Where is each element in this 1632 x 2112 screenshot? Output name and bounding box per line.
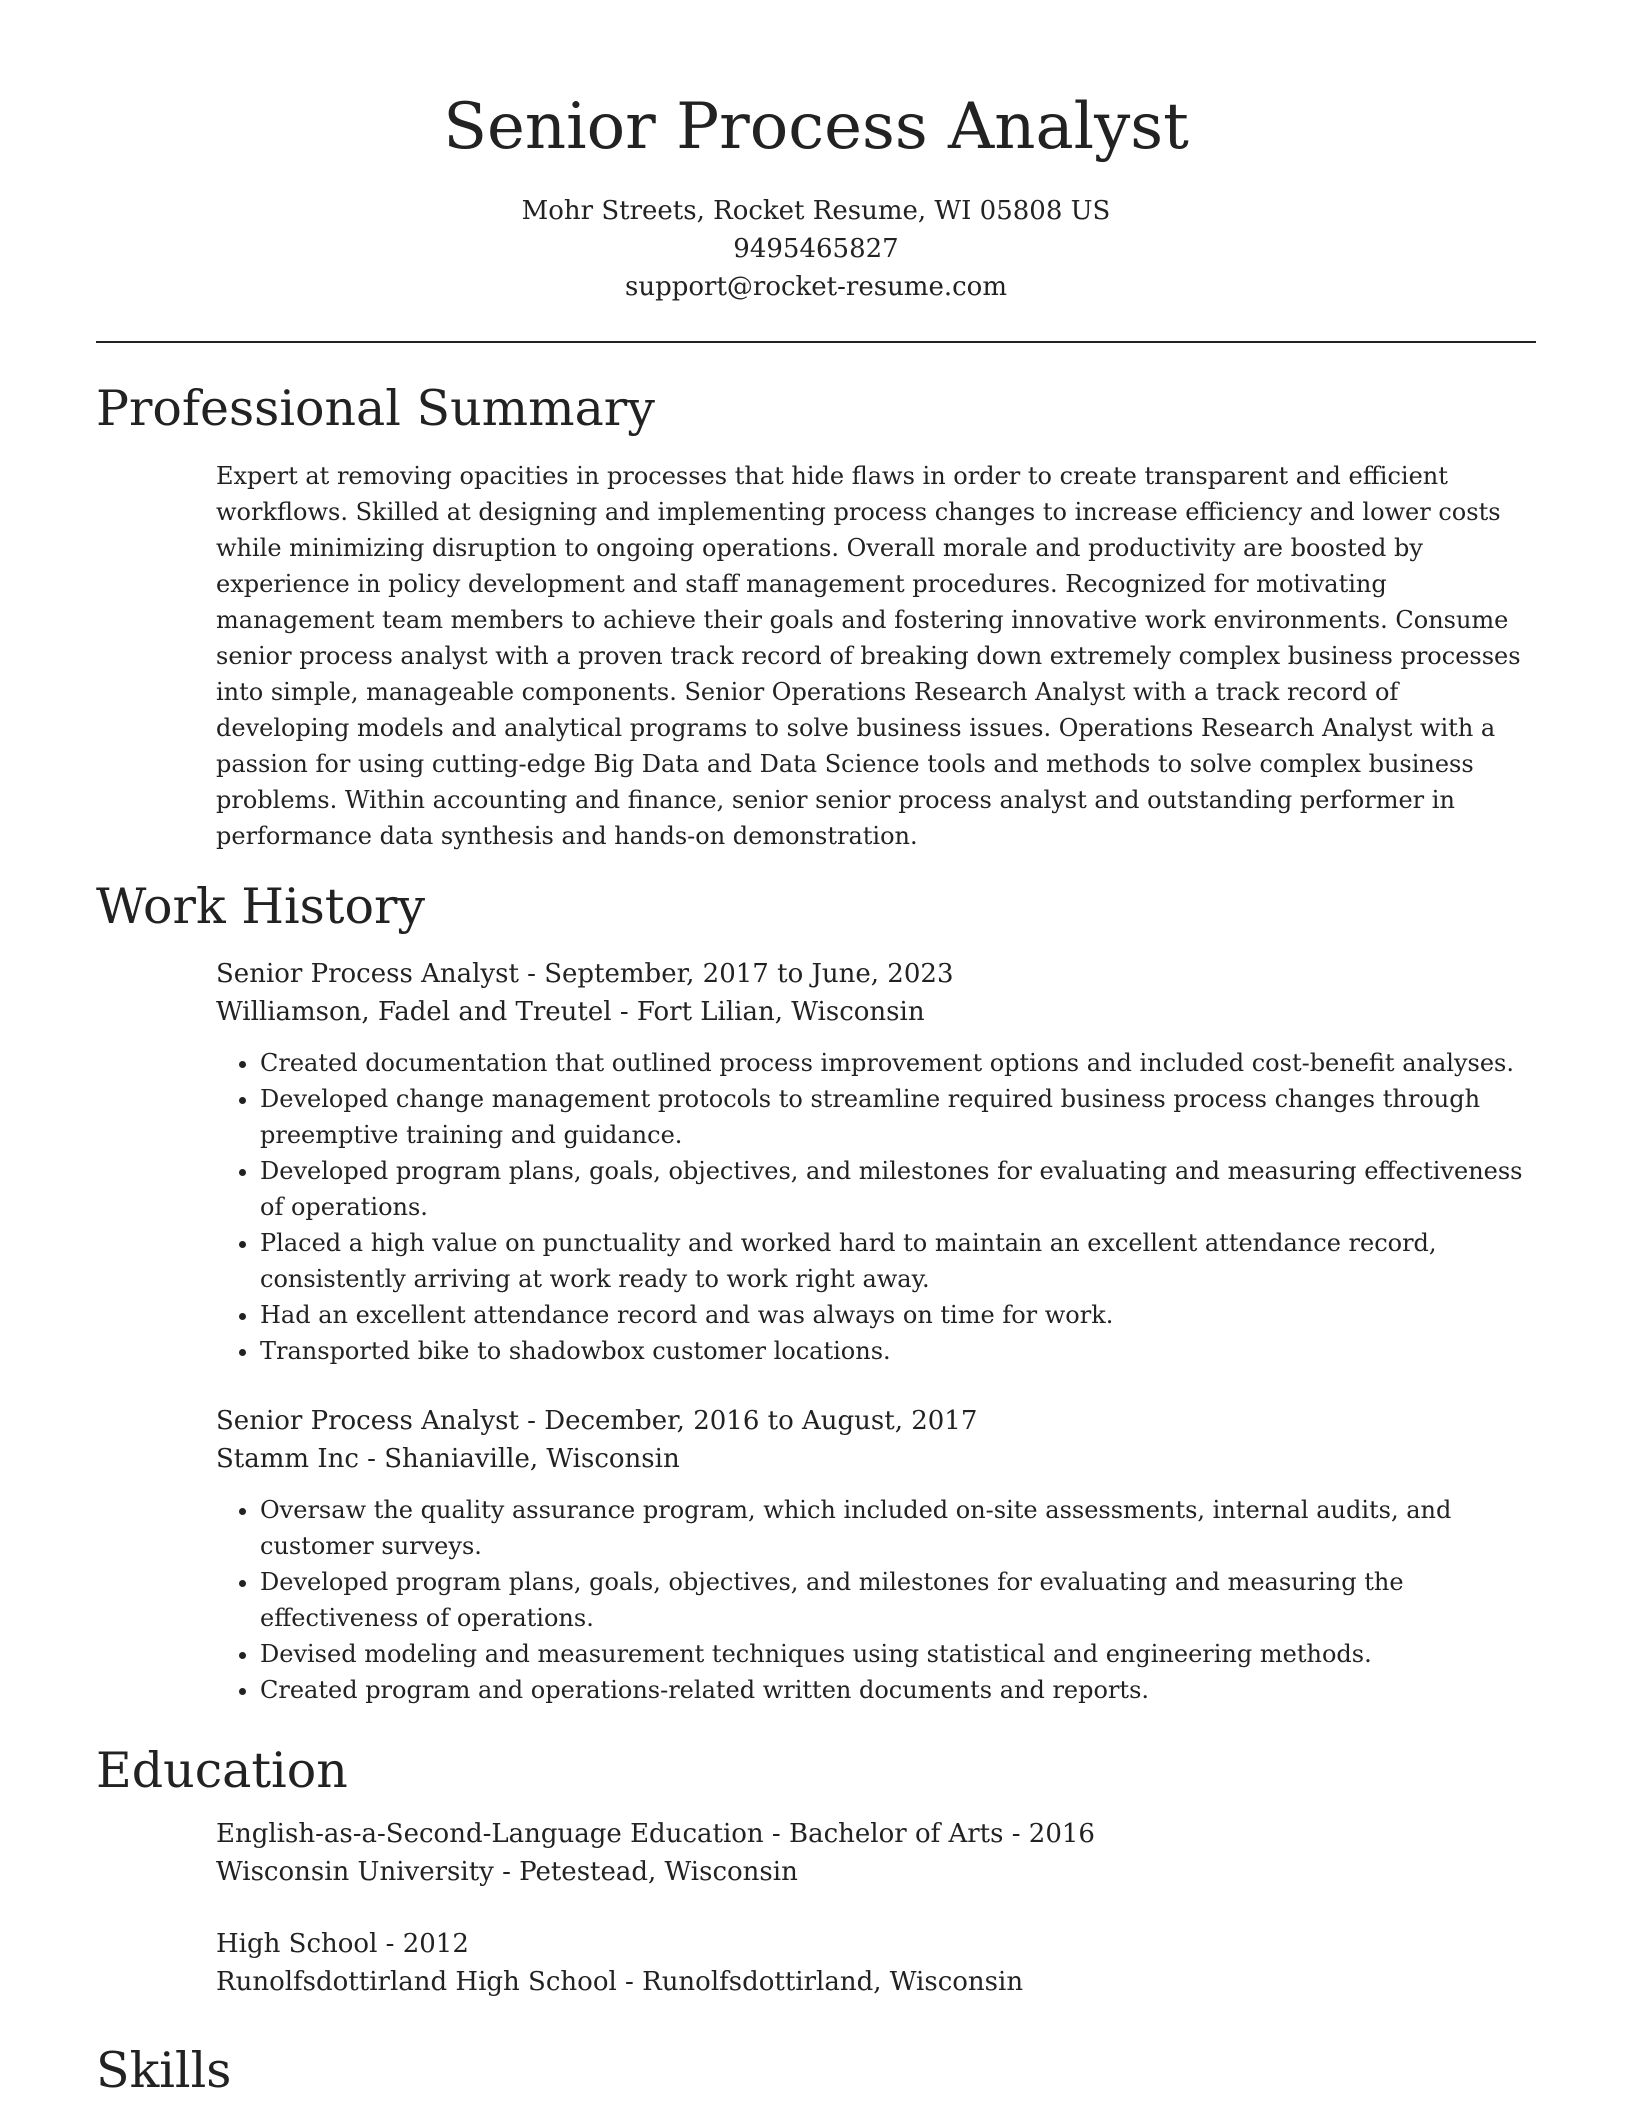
email: support@rocket-resume.com: [624, 272, 1007, 302]
job-location: - Shaniaville, Wisconsin: [358, 1444, 680, 1474]
job-entry: [216, 955, 1536, 1369]
education-year: - 2016: [1003, 1819, 1095, 1849]
job-bullet: • Developed change management protocols to streamline required business process changes through preemptive training and guidance.: [260, 1081, 1536, 1153]
job-company-line: [216, 993, 1536, 1031]
job-company: Stamm Inc: [216, 1444, 359, 1474]
job-bullet: • Developed program plans, goals, objectives, and milestones for evaluating and measuring the effectiveness of operations.: [260, 1564, 1536, 1636]
education-location: - Petestead, Wisconsin: [493, 1857, 798, 1887]
summary-text: Expert at removing opacities in processes that hide flaws in order to create transparent and efficient workflows. Skilled at designing and implementing process changes to increase efficiency and lower costs while minimizing disruption to ongoing operations. Overall morale and productivity are boosted by experience in policy development and staff management procedures. Recognized for motivating management team members to achieve their goals and fostering innovative work environments. Consume senior process analyst with a proven track record of breaking down extremely complex business processes into simple, manageable components. Senior Operations Research Analyst with a track record of developing models and analytical programs to solve business issues. Operations Research Analyst with a passion for using cutting-edge Big Data and Data Science tools and methods to solve complex business problems. Within accounting and finance, senior senior process analyst and outstanding performer in performance data synthesis and hands-on demonstration.: [216, 462, 1521, 850]
job-title: Senior Process Analyst: [216, 959, 519, 989]
education-entry: [216, 1925, 1536, 2001]
job-company: Williamson, Fadel and Treutel: [216, 997, 612, 1027]
job-bullet: • Transported bike to shadowbox customer locations.: [260, 1333, 1536, 1369]
education-location: - Runolfsdottirland, Wisconsin: [616, 1967, 1024, 1997]
work-history-heading: Work History: [96, 878, 426, 935]
address: Mohr Streets, Rocket Resume, WI 05808 US: [521, 196, 1111, 226]
job-bullet: • Created program and operations-related written documents and reports.: [260, 1672, 1536, 1708]
education-school: Wisconsin University: [216, 1857, 494, 1887]
job-bullet: • Devised modeling and measurement techniques using statistical and engineering methods.: [260, 1636, 1536, 1672]
education-degree-line: [216, 1925, 1536, 1963]
job-bullet: • Developed program plans, goals, objectives, and milestones for evaluating and measuring effectiveness of operations.: [260, 1153, 1536, 1225]
phone: 9495465827: [733, 234, 899, 264]
education-heading: Education: [96, 1742, 348, 1799]
education-degree-line: [216, 1815, 1536, 1853]
summary-section: [216, 458, 1536, 854]
job-company-line: [216, 1440, 1536, 1478]
education-school: Runolfsdottirland High School: [216, 1967, 617, 1997]
education-year: - 2012: [377, 1929, 469, 1959]
job-dates: - December, 2016 to August, 2017: [518, 1406, 978, 1436]
job-bullet: • Had an excellent attendance record and was always on time for work.: [260, 1297, 1536, 1333]
job-bullet: • Placed a high value on punctuality and worked hard to maintain an excellent attendance record, consistently arriving at work ready to work right away.: [260, 1225, 1536, 1297]
job-title: Senior Process Analyst: [216, 1406, 519, 1436]
skills-heading: Skills: [96, 2042, 232, 2099]
job-bullets: [216, 1492, 1536, 1708]
contact-info: [0, 192, 1632, 306]
education-school-line: [216, 1963, 1536, 2001]
job-title-line: [216, 955, 1536, 993]
job-title-line: [216, 1402, 1536, 1440]
job-entry: [216, 1402, 1536, 1708]
job-location: - Fort Lilian, Wisconsin: [611, 997, 925, 1027]
job-dates: - September, 2017 to June, 2023: [518, 959, 954, 989]
education-school-line: [216, 1853, 1536, 1891]
education-degree: English-as-a-Second-Language Education - Bachelor of Arts: [216, 1819, 1004, 1849]
header-divider: [96, 341, 1536, 343]
summary-heading: Professional Summary: [96, 380, 655, 437]
job-bullets: [216, 1045, 1536, 1369]
job-bullet: • Oversaw the quality assurance program, which included on-site assessments, internal audits, and customer surveys.: [260, 1492, 1536, 1564]
candidate-name: Senior Process Analyst: [443, 90, 1189, 164]
education-entry: [216, 1815, 1536, 1891]
job-bullet: • Created documentation that outlined process improvement options and included cost-benefit analyses.: [260, 1045, 1536, 1081]
education-degree: High School: [216, 1929, 378, 1959]
